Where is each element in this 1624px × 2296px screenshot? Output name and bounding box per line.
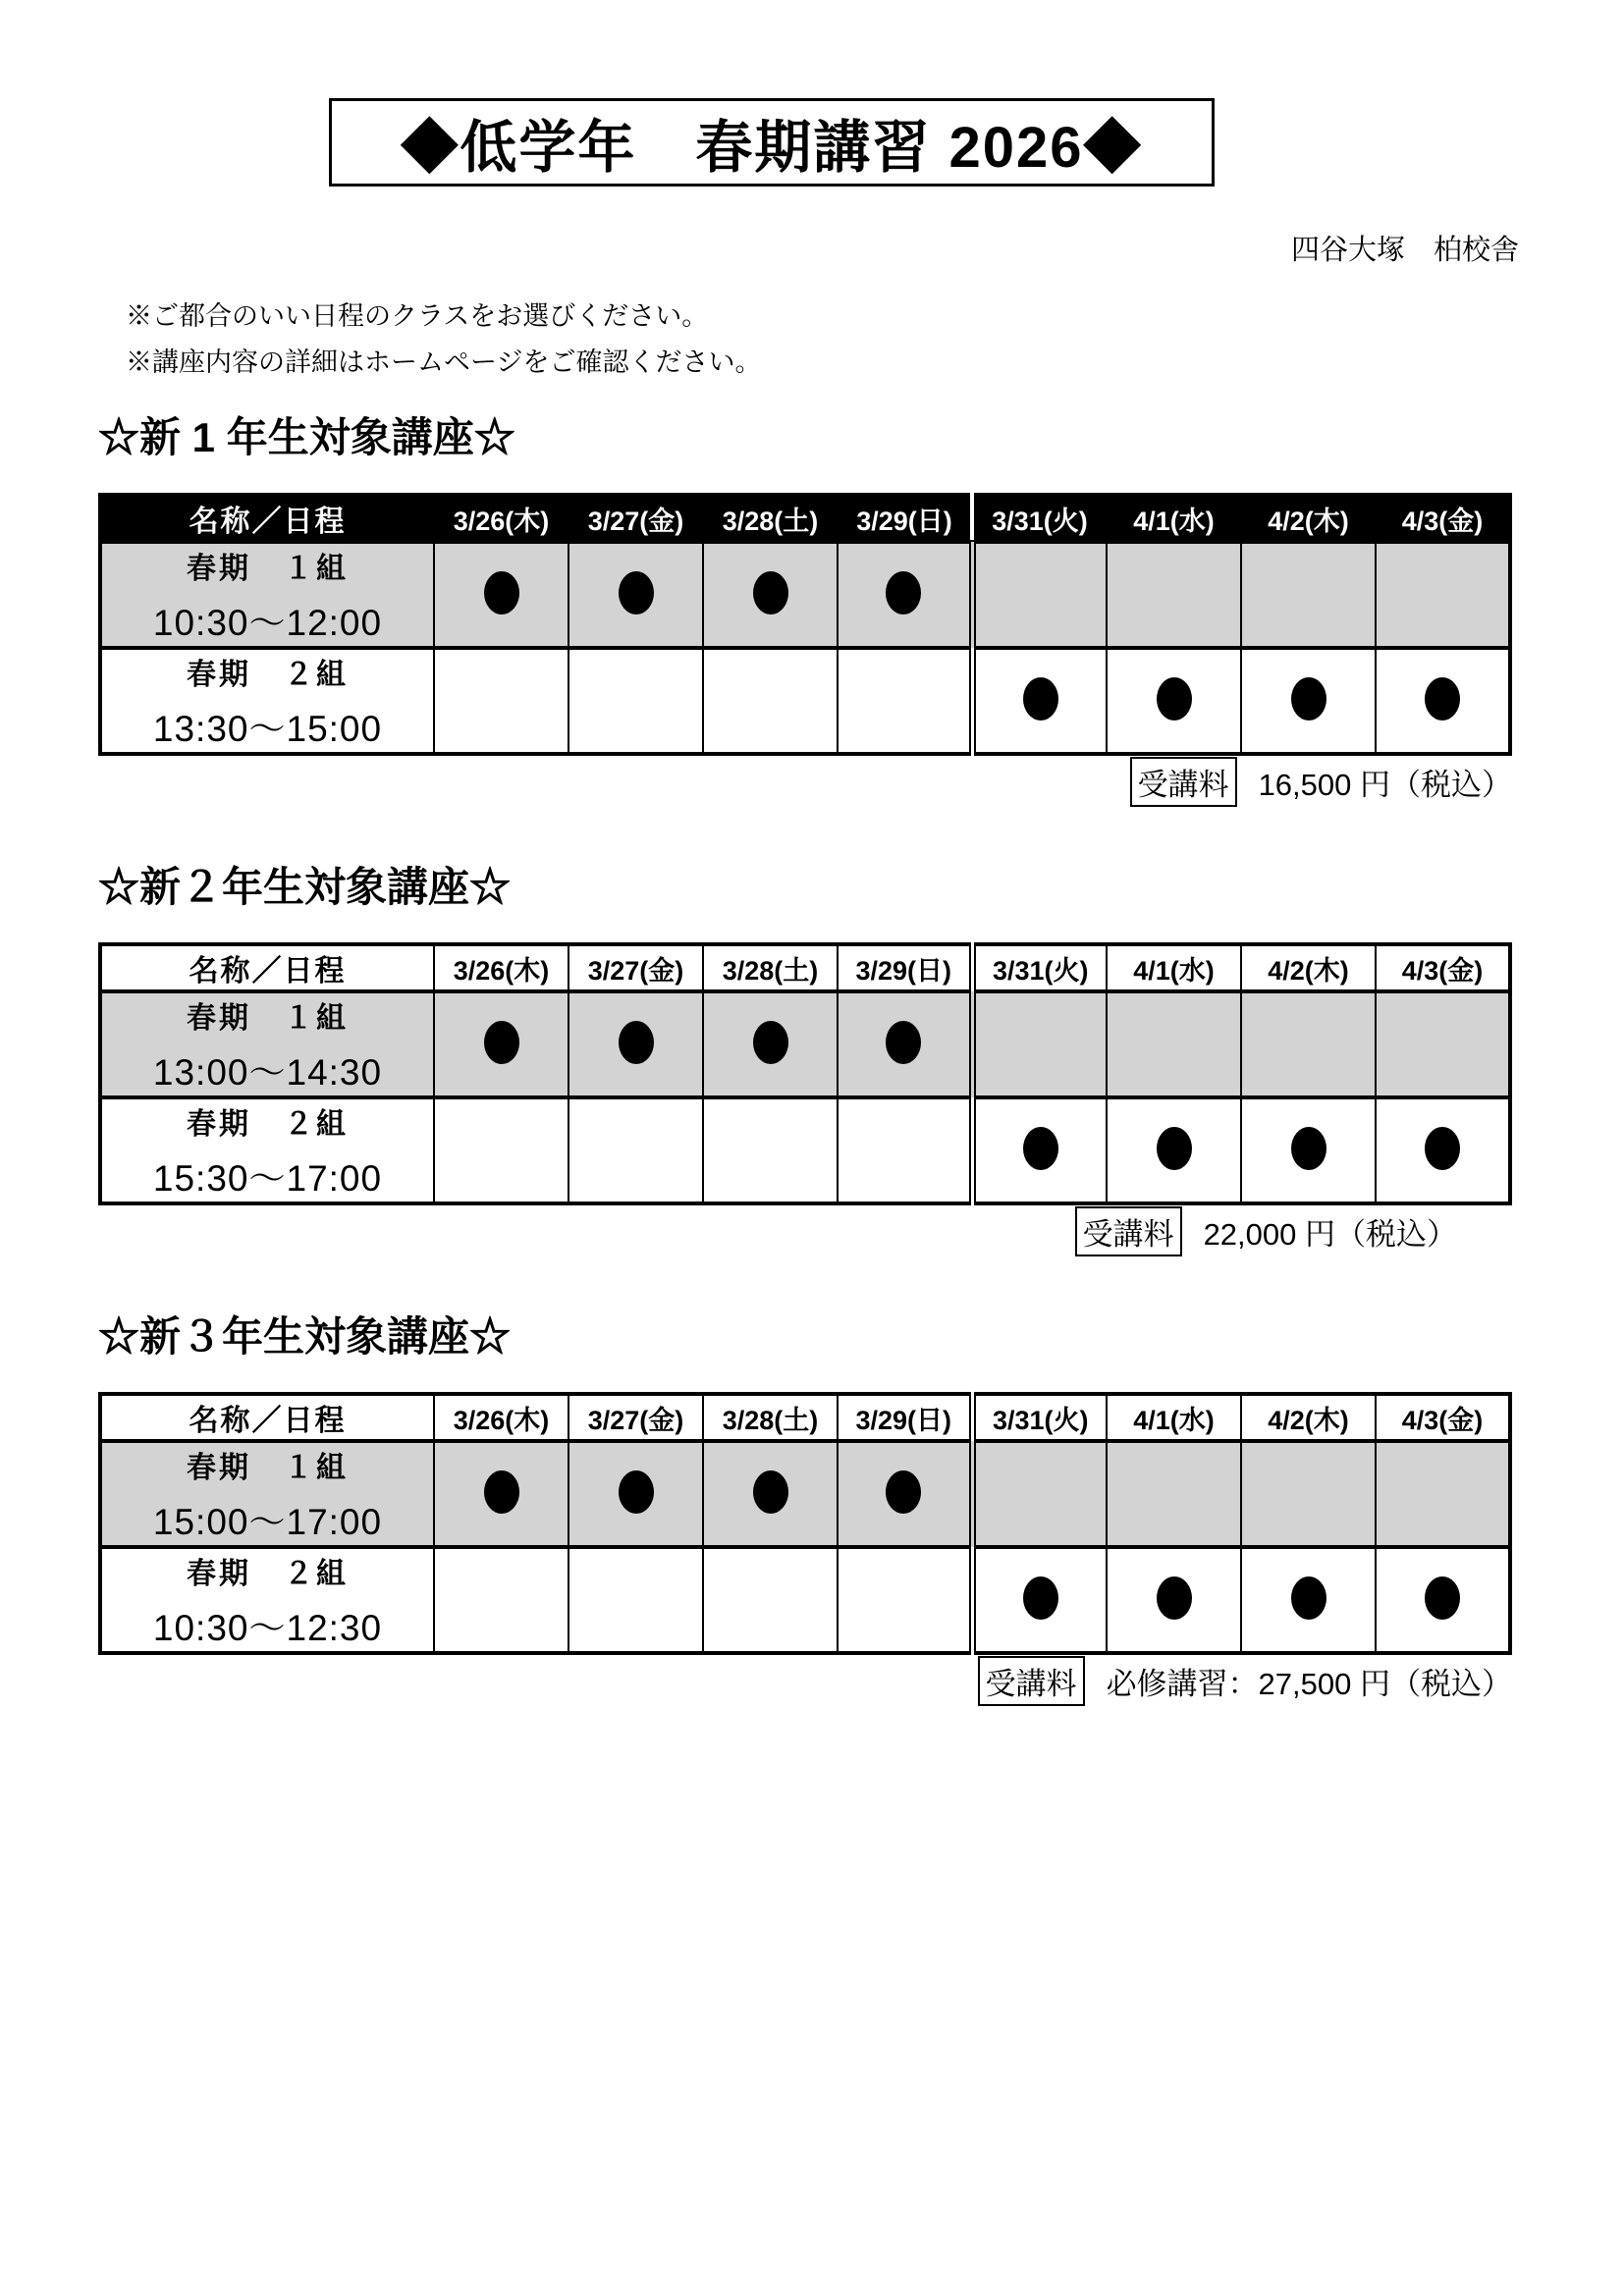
column-header-date: 3/27(金) <box>568 495 703 542</box>
filled-circle-icon <box>1425 1576 1460 1620</box>
fee-label: 受講料 <box>978 1656 1085 1706</box>
class-time: 10:30～12:30 <box>152 1608 383 1648</box>
session-marked-cell <box>568 991 703 1097</box>
session-marked-cell <box>703 991 838 1097</box>
column-header-date: 4/1(水) <box>1107 1394 1241 1441</box>
column-header-date: 3/28(土) <box>703 495 838 542</box>
filled-circle-icon <box>886 571 921 614</box>
note-see-homepage: ※講座内容の詳細はホームページをご確認ください。 <box>126 347 762 377</box>
class-time: 10:30～12:00 <box>152 603 383 643</box>
section-heading: ☆新３年生対象講座☆ <box>98 1313 512 1360</box>
course-section-grade-1 <box>98 412 1512 804</box>
fee-label: 受講料 <box>1075 1206 1182 1256</box>
schedule-row <box>100 542 1510 648</box>
class-name: 春期 １組 <box>187 553 349 585</box>
column-header-date: 4/3(金) <box>1376 1394 1510 1441</box>
session-empty-cell <box>1376 1441 1510 1547</box>
schedule-row <box>100 991 1510 1097</box>
session-empty-cell <box>1241 991 1376 1097</box>
session-empty-cell <box>703 1547 838 1653</box>
column-header-date: 3/31(火) <box>972 1394 1107 1441</box>
column-header-name-schedule: 名称／日程 <box>100 944 434 991</box>
session-marked-cell <box>568 542 703 648</box>
section-heading: ☆新２年生対象講座☆ <box>98 864 512 910</box>
class-time: 13:30～15:00 <box>152 709 383 749</box>
session-empty-cell <box>972 1441 1107 1547</box>
class-name-cell <box>100 1441 434 1547</box>
filled-circle-icon <box>484 1470 519 1514</box>
column-header-date: 3/29(日) <box>838 1394 972 1441</box>
session-empty-cell <box>434 648 568 754</box>
filled-circle-icon <box>1157 677 1192 721</box>
filled-circle-icon <box>1291 1576 1326 1620</box>
session-empty-cell <box>1241 542 1376 648</box>
session-empty-cell <box>434 1547 568 1653</box>
session-marked-cell <box>972 1097 1107 1203</box>
filled-circle-icon <box>753 1021 788 1064</box>
filled-circle-icon <box>1425 1127 1460 1170</box>
filled-circle-icon <box>619 571 654 614</box>
session-marked-cell <box>568 1441 703 1547</box>
header-row <box>100 1394 1510 1441</box>
class-name: 春期 １組 <box>187 1002 349 1035</box>
column-header-date: 4/3(金) <box>1376 495 1510 542</box>
class-time: 13:00～14:30 <box>152 1052 383 1093</box>
session-empty-cell <box>1376 991 1510 1097</box>
session-marked-cell <box>838 991 972 1097</box>
fee-amount: 16,500 円（税込） <box>1258 767 1512 802</box>
column-header-date: 3/31(火) <box>972 495 1107 542</box>
fee-line <box>98 759 1512 804</box>
filled-circle-icon <box>1023 1127 1058 1170</box>
session-marked-cell <box>1241 1547 1376 1653</box>
class-time: 15:30～17:00 <box>152 1158 383 1199</box>
session-empty-cell <box>568 648 703 754</box>
session-empty-cell <box>703 1097 838 1203</box>
schedule-row <box>100 1097 1510 1203</box>
fee-line <box>98 1658 1512 1703</box>
course-section-grade-2 <box>98 862 1512 1254</box>
column-header-date: 3/29(日) <box>838 495 972 542</box>
filled-circle-icon <box>1291 677 1326 721</box>
class-name-cell <box>100 991 434 1097</box>
column-header-date: 3/26(木) <box>434 495 568 542</box>
session-empty-cell <box>1107 1441 1241 1547</box>
schedule-row <box>100 648 1510 754</box>
column-header-date: 4/2(木) <box>1241 495 1376 542</box>
session-empty-cell <box>1107 542 1241 648</box>
filled-circle-icon <box>1291 1127 1326 1170</box>
session-empty-cell <box>838 1097 972 1203</box>
session-marked-cell <box>1376 1097 1510 1203</box>
filled-circle-icon <box>1157 1576 1192 1620</box>
column-header-date: 3/27(金) <box>568 944 703 991</box>
session-marked-cell <box>1107 648 1241 754</box>
session-empty-cell <box>1241 1441 1376 1547</box>
session-empty-cell <box>703 648 838 754</box>
class-name-cell <box>100 1547 434 1653</box>
fee-label: 受講料 <box>1130 757 1237 807</box>
class-name-cell <box>100 542 434 648</box>
section-heading: ☆新 1 年生対象講座☆ <box>98 414 515 460</box>
session-marked-cell <box>1241 648 1376 754</box>
class-name-cell <box>100 1097 434 1203</box>
column-header-date: 3/27(金) <box>568 1394 703 1441</box>
filled-circle-icon <box>1023 1576 1058 1620</box>
class-name: 春期 １組 <box>187 1452 349 1484</box>
column-header-date: 4/3(金) <box>1376 944 1510 991</box>
session-marked-cell <box>703 542 838 648</box>
fee-amount: 22,000 円（税込） <box>1203 1216 1457 1252</box>
header-row <box>100 944 1510 991</box>
column-header-date: 3/26(木) <box>434 944 568 991</box>
session-marked-cell <box>1241 1097 1376 1203</box>
school-name: 四谷大塚 柏校舎 <box>1290 235 1519 266</box>
column-header-name-schedule: 名称／日程 <box>100 495 434 542</box>
session-marked-cell <box>972 648 1107 754</box>
filled-circle-icon <box>1023 677 1058 721</box>
session-marked-cell <box>1107 1547 1241 1653</box>
session-marked-cell <box>434 1441 568 1547</box>
session-empty-cell <box>1107 991 1241 1097</box>
column-header-date: 4/1(水) <box>1107 495 1241 542</box>
session-empty-cell <box>434 1097 568 1203</box>
session-empty-cell <box>838 1547 972 1653</box>
column-header-date: 4/2(木) <box>1241 1394 1376 1441</box>
schedule-table <box>98 942 1512 1205</box>
column-header-name-schedule: 名称／日程 <box>100 1394 434 1441</box>
session-marked-cell <box>1376 1547 1510 1653</box>
session-marked-cell <box>972 1547 1107 1653</box>
class-name: 春期 ２組 <box>187 1108 349 1141</box>
session-empty-cell <box>568 1097 703 1203</box>
filled-circle-icon <box>619 1470 654 1514</box>
column-header-date: 4/1(水) <box>1107 944 1241 991</box>
schedule-row <box>100 1441 1510 1547</box>
session-marked-cell <box>1376 648 1510 754</box>
session-empty-cell <box>568 1547 703 1653</box>
column-header-date: 3/28(土) <box>703 1394 838 1441</box>
column-header-date: 3/26(木) <box>434 1394 568 1441</box>
class-name: 春期 ２組 <box>187 659 349 691</box>
schedule-table <box>98 493 1512 756</box>
fee-line <box>98 1208 1512 1254</box>
filled-circle-icon <box>619 1021 654 1064</box>
class-time: 15:00～17:00 <box>152 1502 383 1542</box>
filled-circle-icon <box>886 1021 921 1064</box>
column-header-date: 3/31(火) <box>972 944 1107 991</box>
schedule-row <box>100 1547 1510 1653</box>
filled-circle-icon <box>484 1021 519 1064</box>
class-name: 春期 ２組 <box>187 1558 349 1590</box>
session-marked-cell <box>434 991 568 1097</box>
session-marked-cell <box>434 542 568 648</box>
session-marked-cell <box>838 1441 972 1547</box>
header-row <box>100 495 1510 542</box>
column-header-date: 4/2(木) <box>1241 944 1376 991</box>
session-empty-cell <box>972 991 1107 1097</box>
session-empty-cell <box>838 648 972 754</box>
session-marked-cell <box>838 542 972 648</box>
schedule-table <box>98 1392 1512 1655</box>
class-name-cell <box>100 648 434 754</box>
session-marked-cell <box>1107 1097 1241 1203</box>
note-select-class: ※ご都合のいい日程のクラスをお選びください。 <box>126 301 709 331</box>
filled-circle-icon <box>1157 1127 1192 1170</box>
filled-circle-icon <box>484 571 519 614</box>
session-marked-cell <box>703 1441 838 1547</box>
page-title: ◆低学年 春期講習 2026◆ <box>329 98 1215 187</box>
filled-circle-icon <box>753 1470 788 1514</box>
filled-circle-icon <box>886 1470 921 1514</box>
course-section-grade-3 <box>98 1311 1512 1703</box>
column-header-date: 3/29(日) <box>838 944 972 991</box>
filled-circle-icon <box>1425 677 1460 721</box>
column-header-date: 3/28(土) <box>703 944 838 991</box>
filled-circle-icon <box>753 571 788 614</box>
session-empty-cell <box>972 542 1107 648</box>
fee-amount: 必修講習：27,500 円（税込） <box>1106 1666 1512 1701</box>
session-empty-cell <box>1376 542 1510 648</box>
